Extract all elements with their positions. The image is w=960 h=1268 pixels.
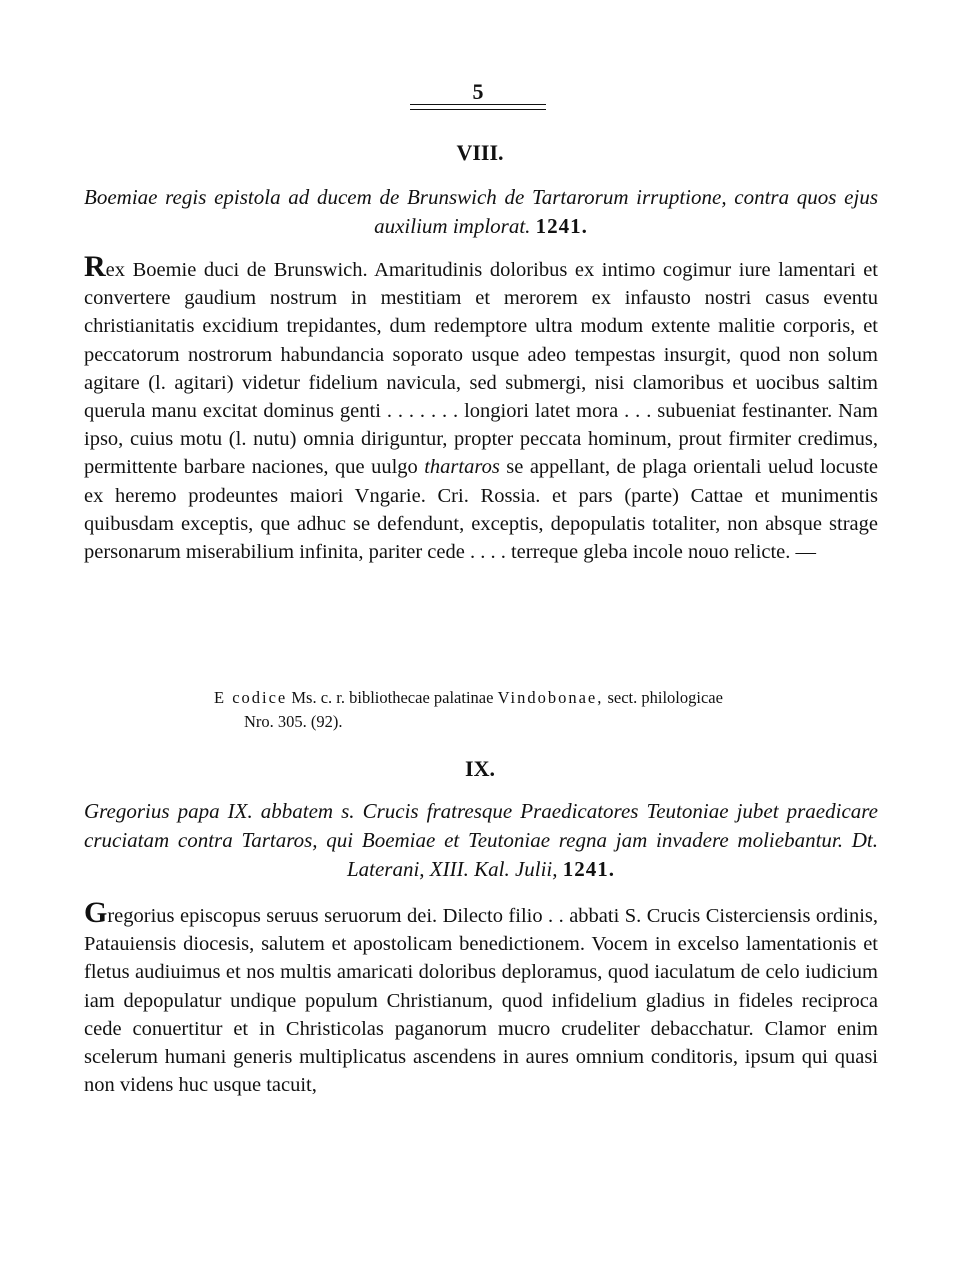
- section-title-text: Boemiae regis epistola ad ducem de Brunswich de Tartarorum irruptione, contra quos ejus auxilium implorat.: [84, 185, 878, 238]
- section-number-viii: VIII.: [456, 140, 504, 165]
- page-number-rule-lower: [410, 109, 546, 110]
- initial-letter: G: [84, 896, 108, 929]
- section-number-ix: IX.: [465, 756, 495, 781]
- source-note-part: E codice: [214, 688, 288, 707]
- source-note-part: Ms. c. r. bibliothecae palatinae: [291, 688, 494, 707]
- initial-letter: R: [84, 250, 106, 283]
- body-text-part: regorius episcopus seruus seruorum dei. Dilecto filio . . abbati S. Crucis Cisterciensis ordinis, Patauiensis diocesis, salutem et apostolicam benedictionem. Vocem in excelso lamentationis et fletus audiuimus et nos multis amaricati doloribus deploramus, quod iaculatum de celo iudicium iam depopulatur undique populum Christianum, quod infidelium gladius in fideles reciproca cede conuertitur et in Christicolas paganorum mucro crudeliter debacchatur. Clamor enim scelerum humani generis multiplicatus ascendens in aures omnium conditoris, ipsum qui quasi non videns huc usque tacuit,: [84, 905, 878, 1097]
- source-note-viii: [214, 686, 878, 734]
- body-text-italic: thartaros: [424, 456, 500, 479]
- section-body-viii: [84, 250, 879, 566]
- section-title-viii: [84, 183, 878, 241]
- source-note-part: sect. philologicae: [607, 688, 723, 707]
- source-note-place: Vindobonae,: [497, 688, 604, 707]
- section-title-text: Gregorius papa IX. abbatem s. Crucis fratresque Praedicatores Teutoniae jubet praedicare cruciatam contra Tartaros, qui Boemiae et Teutoniae regna jam invadere moliebantur. Dt. Laterani, XIII. Kal. Julii,: [84, 799, 878, 881]
- section-title-year: 1241.: [535, 214, 588, 238]
- page-number-rule: [410, 104, 546, 105]
- section-title-year: 1241.: [562, 857, 616, 881]
- source-note-number: Nro. 305. (92).: [244, 712, 343, 731]
- page-number: 5: [472, 79, 484, 104]
- body-text-part: ex Boemie duci de Brunswich. Amaritudinis doloribus ex intimo cogimur iure lamentari et convertere gaudium nostrum in mestitiam et merorem ex infausto nostri casus eventu christianitatis excidium trepidantes, dum redemptore ultra modum extente malitie corporis, et peccatorum nostrorum habundancia soporato usque adeo tempestas insurgit, quod non solum agitare (l. agitari) videtur fidelium navicula, sed submergi, nisi clamoribus et uocibus saltim querula manu excitat dominus genti . . . . . . . longiori latet mora . . . subueniat festinanter. Nam ipso, cuius motu (l. nutu) omnia diriguntur, propter peccata hominum, prout firmiter credimus, permittente barbare naciones, que uulgo: [84, 259, 878, 479]
- section-title-ix: [84, 797, 878, 884]
- body-text-part: se appellant, de plaga orientali uelud locuste ex heremo prodeuntes maiori Vngarie. Cri. Rossia. et pars (parte) Cattae et munimentis quibusdam exceptis, que adhuc se defendunt, exceptis, depopulatis totaliter, non absque strage personarum miserabilium infinita, pariter cede . . . . terreque gleba incole nouo relicte. —: [84, 456, 879, 564]
- section-body-ix: [84, 896, 878, 1099]
